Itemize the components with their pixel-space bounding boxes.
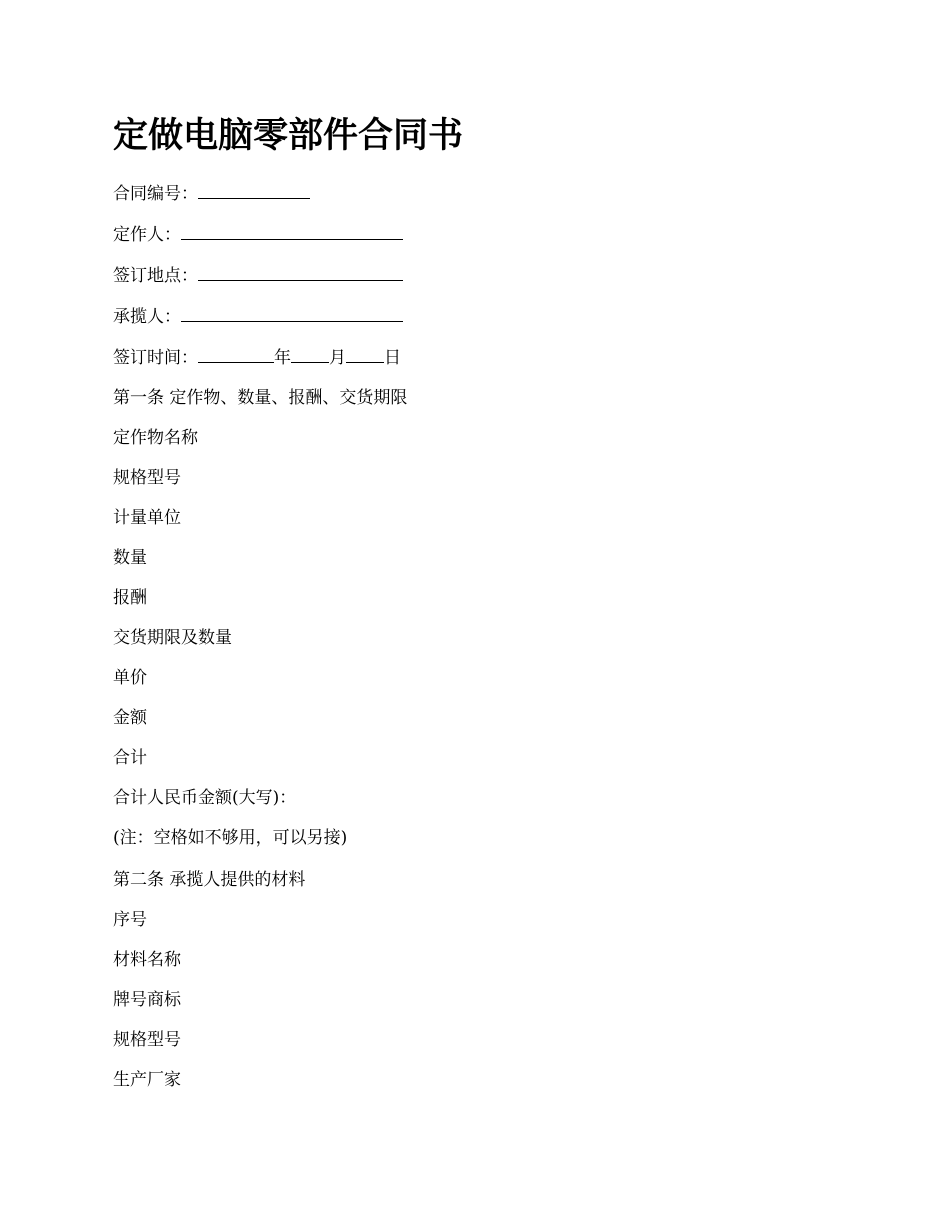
contract-number-line bbox=[113, 181, 310, 206]
contractor-blank[interactable] bbox=[181, 304, 403, 322]
material-spec-model-label: 规格型号 bbox=[113, 1030, 181, 1050]
contract-number-blank[interactable] bbox=[198, 181, 310, 199]
note-line: (注：空格如不够用，可以另接) bbox=[113, 828, 348, 848]
document-title: 定做电脑零部件合同书 bbox=[113, 115, 464, 156]
orderer-label: 定作人： bbox=[113, 225, 181, 245]
total-label: 合计 bbox=[113, 748, 147, 768]
contract-number-label: 合同编号： bbox=[113, 184, 198, 204]
remuneration-label: 报酬 bbox=[113, 588, 147, 608]
delivery-term-label: 交货期限及数量 bbox=[113, 628, 232, 648]
article-one-heading: 第一条 定作物、数量、报酬、交货期限 bbox=[113, 388, 408, 408]
contractor-label: 承揽人： bbox=[113, 307, 181, 327]
orderer-line bbox=[113, 222, 403, 247]
year-label: 年 bbox=[274, 348, 291, 368]
month-blank[interactable] bbox=[291, 345, 329, 363]
signing-place-label: 签订地点： bbox=[113, 266, 198, 286]
day-label: 日 bbox=[384, 348, 401, 368]
signing-time-line bbox=[113, 345, 401, 370]
signing-place-line bbox=[113, 263, 403, 288]
serial-number-label: 序号 bbox=[113, 910, 147, 930]
spec-model-label: 规格型号 bbox=[113, 468, 181, 488]
year-blank[interactable] bbox=[198, 345, 274, 363]
orderer-blank[interactable] bbox=[181, 222, 403, 240]
month-label: 月 bbox=[329, 348, 346, 368]
brand-trademark-label: 牌号商标 bbox=[113, 990, 181, 1010]
article-two-heading: 第二条 承揽人提供的材料 bbox=[113, 870, 306, 890]
contractor-line bbox=[113, 304, 403, 329]
signing-time-label: 签订时间： bbox=[113, 348, 198, 368]
manufacturer-label: 生产厂家 bbox=[113, 1070, 181, 1090]
unit-label: 计量单位 bbox=[113, 508, 181, 528]
signing-place-blank[interactable] bbox=[198, 263, 403, 281]
unit-price-label: 单价 bbox=[113, 668, 147, 688]
amount-label: 金额 bbox=[113, 708, 147, 728]
item-name-label: 定作物名称 bbox=[113, 428, 198, 448]
quantity-label: 数量 bbox=[113, 548, 147, 568]
material-name-label: 材料名称 bbox=[113, 950, 181, 970]
total-rmb-label: 合计人民币金额(大写)： bbox=[113, 788, 297, 808]
day-blank[interactable] bbox=[346, 345, 384, 363]
